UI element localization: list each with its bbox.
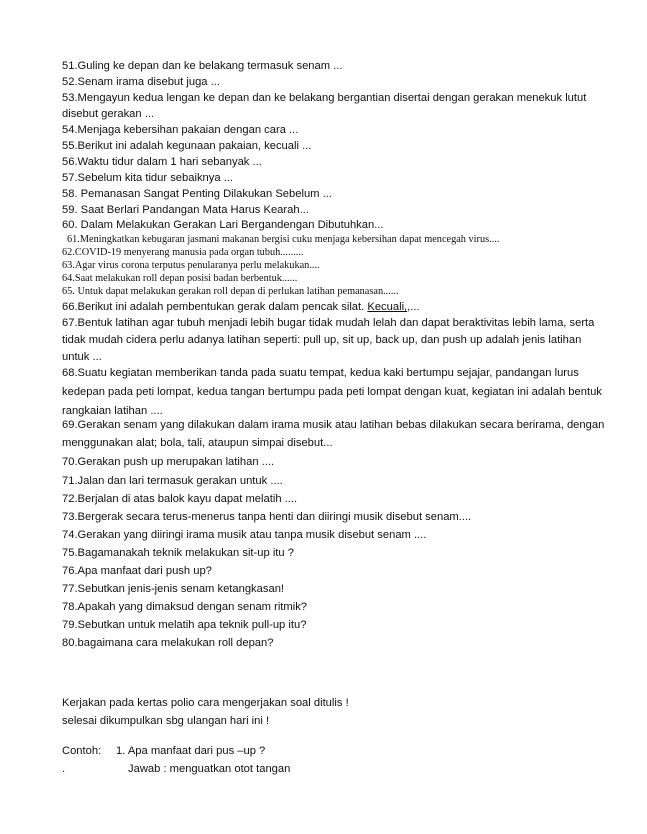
question-53: 53.Mengayun kedua lengan ke depan dan ke belakang bergantian disertai dengan gerakan menekuk lutut disebut gerakan ... — [62, 92, 587, 120]
example-answer: Jawab : menguatkan otot tangan — [128, 763, 291, 775]
question-51: 51.Guling ke depan dan ke belakang termasuk senam ... — [62, 60, 343, 72]
question-56: 56.Waktu tidur dalam 1 hari sebanyak ... — [62, 156, 262, 168]
question-78: 78.Apakah yang dimaksud dengan senam ritmik? — [62, 601, 308, 613]
question-77: 77.Sebutkan jenis-jenis senam ketangkasan! — [62, 583, 285, 595]
example-dot: . — [62, 763, 66, 775]
instruction-line-2: selesai dikumpulkan sbg ulangan hari ini ! — [62, 715, 270, 727]
question-66-underlined: Kecuali, — [367, 301, 408, 313]
question-63: 63.Agar virus corona terputus penularanya perlu melakukan.... — [62, 260, 320, 271]
question-70: 70.Gerakan push up merupakan latihan .... — [62, 456, 275, 468]
question-80: 80.bagaimana cara melakukan roll depan? — [62, 637, 274, 649]
question-66 — [62, 299, 607, 315]
instruction-line-1: Kerjakan pada kertas polio cara mengerjakan soal ditulis ! — [62, 697, 349, 709]
question-55: 55.Berikut ini adalah kegunaan pakaian, kecuali ... — [62, 140, 312, 152]
example-label: Contoh: — [62, 745, 102, 757]
question-73: 73.Bergerak secara terus-menerus tanpa henti dan diiringi musik disebut senam.... — [62, 511, 472, 523]
question-71: 71.Jalan dan lari termasuk gerakan untuk .... — [62, 475, 283, 487]
question-75: 75.Bagamanakah teknik melakukan sit-up itu ? — [62, 547, 294, 559]
question-76: 76.Apa manfaat dari push up? — [62, 565, 212, 577]
question-67: 67.Bentuk latihan agar tubuh menjadi lebih bugar tidak mudah lelah dan dapat beraktivitas lebih lama, serta tidak mudah cidera perlu adanya latihan seperti: pull up, sit up, back up, dan push up adalah jenis latihan untuk ... — [62, 317, 595, 363]
question-74: 74.Gerakan yang diiringi irama musik atau tanpa musik disebut senam .... — [62, 529, 427, 541]
question-57: 57.Sebelum kita tidur sebaiknya ... — [62, 172, 234, 184]
question-62: 62.COVID-19 menyerang manusia pada organ tubuh......... — [62, 247, 304, 258]
question-66-tail: ,... — [407, 301, 420, 313]
example-question: 1. Apa manfaat dari pus –up ? — [116, 745, 266, 757]
question-79: 79.Sebutkan untuk melatih apa teknik pull-up itu? — [62, 619, 307, 631]
question-60: 60. Dalam Melakukan Gerakan Lari Bergandengan Dibutuhkan... — [62, 219, 384, 231]
question-58: 58. Pemanasan Sangat Penting Dilakukan Sebelum ... — [62, 188, 332, 200]
question-54: 54.Menjaga kebersihan pakaian dengan cara ... — [62, 124, 299, 136]
question-52: 52.Senam irama disebut juga ... — [62, 76, 220, 88]
question-69: 69.Gerakan senam yang dilakukan dalam irama musik atau latihan bebas dilakukan secara berirama, dengan menggunakan alat; bola, tali, ataupun simpai disebut... — [62, 419, 605, 449]
question-66-text: 66.Berikut ini adalah pembentukan gerak dalam pencak silat. — [62, 301, 368, 313]
question-59: 59. Saat Berlari Pandangan Mata Harus Kearah... — [62, 204, 309, 216]
question-65: 65. Untuk dapat melakukan gerakan roll depan di perlukan latihan pemanasan...... — [62, 286, 399, 297]
question-72: 72.Berjalan di atas balok kayu dapat melatih .... — [62, 493, 298, 505]
question-68: 68.Suatu kegiatan memberikan tanda pada suatu tempat, kedua kaki bertumpu sejajar, pandangan lurus kedepan pada peti lompat, kedua tangan bertumpu pada peti lompat dengan kuat, kegiatan ini adalah bentuk rangkaian latihan .... — [62, 367, 602, 417]
question-64: 64.Saat melakukan roll depan posisi badan berbentuk...... — [62, 273, 298, 284]
question-61: 61.Meningkatkan kebugaran jasmani makanan bergisi cuku menjaga kebersihan dapat mencegah virus.... — [67, 234, 500, 245]
